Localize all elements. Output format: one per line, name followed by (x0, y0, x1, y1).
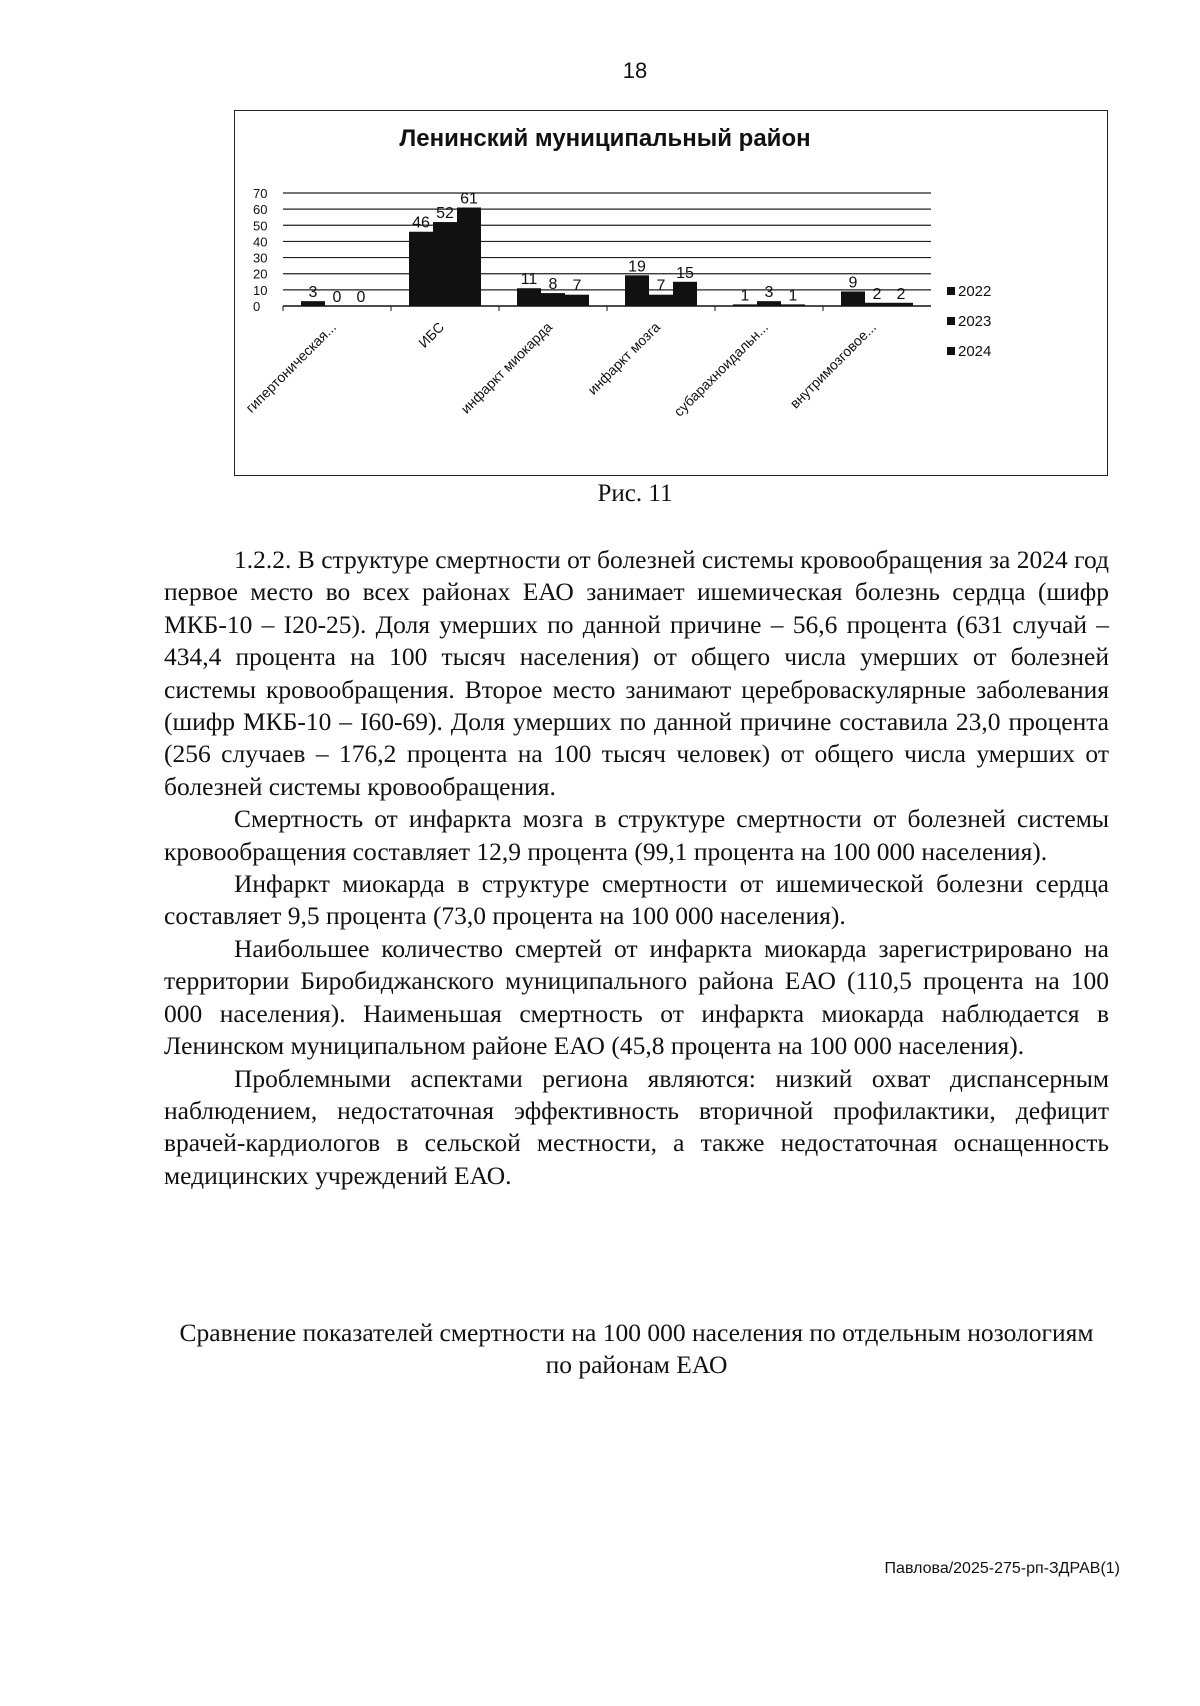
y-tick-label: 0 (253, 299, 261, 314)
bar-2022 (841, 291, 865, 306)
data-label: 0 (332, 289, 342, 306)
y-tick-label: 50 (253, 218, 268, 234)
legend-label: 2023 (958, 313, 992, 330)
y-tick-label: 40 (253, 234, 268, 250)
bar-2024 (889, 303, 913, 306)
data-label: 7 (656, 277, 666, 295)
data-label: 1 (788, 287, 798, 305)
paragraph: 1.2.2. В структуре смертности от болезней системы кровообращения за 2024 год первое место во всех районах ЕАО занимает ишемическая болезнь сердца (шифр МКБ-10 – I20-25). Доля умерших по данной причине – 56,6 процента (631 случай – 434,4 процента на 100 тысяч населения) от общего числа умерших от болезней системы кровообращения. Второе место занимают цереброваскулярные заболевания (шифр МКБ-10 – I60-69). Доля умерших по данной причине составила 23,0 процента (256 случаев – 176,2 процента на 100 тысяч человек) от общего числа умерших от болезней системы кровообращения. (164, 545, 1109, 801)
legend-marker (947, 287, 955, 295)
x-category-label: субарахноидальн... (670, 318, 772, 420)
data-label: 8 (548, 276, 558, 294)
bar-2023 (757, 301, 781, 306)
document-code: Павлова/2025-275-рп-ЗДРАВ(1) (884, 1560, 1120, 1577)
bar-2022 (517, 288, 541, 306)
x-category-label: ИБС (415, 318, 448, 351)
bar-2024 (781, 304, 805, 306)
paragraph: Инфаркт миокарда в структуре смертности от ишемической болезни сердца составляет 9,5 процента (73,0 процента на 100 000 населения). (164, 869, 1109, 931)
y-tick-label: 10 (253, 282, 268, 298)
paragraph: Наибольшее количество смертей от инфаркта миокарда зарегистрировано на территории Биробиджанского муниципального района ЕАО (110,5 процента на 100 000 населения). Наименьшая смертность от инфаркта миокарда наблюдается в Ленинском муниципальном районе ЕАО (45,8 процента на 100 000 населения). (164, 933, 1109, 1061)
x-category-label: внутримозговое... (786, 318, 880, 412)
legend-marker (947, 317, 955, 325)
data-label: 3 (308, 284, 318, 302)
legend-label: 2024 (958, 343, 992, 360)
bar-2024 (457, 208, 481, 306)
data-label: 61 (460, 190, 478, 208)
page-number: 18 (622, 58, 648, 83)
y-tick-label: 30 (253, 250, 268, 266)
data-label: 0 (356, 289, 366, 306)
x-category-label: инфаркт мозга (584, 318, 664, 398)
section-heading: Сравнение показателей смертности на 100 000 населения по отдельным нозологиям по районам ЕАО (179, 1318, 1094, 1380)
bar-2022 (733, 304, 757, 306)
data-label: 1 (740, 287, 750, 305)
bar-2022 (409, 232, 433, 306)
data-label: 2 (896, 285, 906, 303)
bar-2023 (541, 293, 565, 306)
bar-2023 (865, 303, 889, 306)
data-label: 52 (436, 205, 454, 223)
x-category-label: инфаркт миокарда (457, 318, 556, 417)
chart-title: Ленинский муниципальный район (399, 125, 811, 152)
chart-figure (234, 110, 1108, 476)
bar-2022 (301, 301, 325, 306)
paragraph: Проблемными аспектами региона являются: низкий охват диспансерным наблюдением, недостаточная эффективность вторичной профилактики, дефицит врачей-кардиологов в сельской местности, а также недостаточная оснащенность медицинских учреждений ЕАО. (164, 1063, 1109, 1190)
data-label: 11 (520, 271, 538, 289)
bar-2022 (625, 275, 649, 306)
data-label: 15 (676, 264, 694, 282)
x-category-label: гипертоническая... (242, 318, 340, 416)
bar-2024 (673, 282, 697, 306)
y-tick-label: 60 (253, 202, 268, 218)
data-label: 7 (572, 277, 582, 295)
body-text (164, 544, 1109, 1192)
data-label: 46 (412, 214, 430, 232)
legend-label: 2022 (958, 283, 992, 300)
bar-chart (235, 111, 1109, 477)
data-label: 3 (764, 284, 774, 302)
bar-2024 (565, 295, 589, 306)
data-label: 9 (848, 274, 858, 292)
bar-2023 (433, 222, 457, 306)
legend-marker (947, 347, 955, 355)
data-label: 2 (872, 285, 882, 303)
figure-caption: Рис. 11 (597, 480, 673, 507)
paragraph: Смертность от инфаркта мозга в структуре смертности от болезней системы кровообращения составляет 12,9 процента (99,1 процента на 100 000 населения). (164, 804, 1109, 866)
bar-2023 (649, 295, 673, 306)
data-label: 19 (628, 258, 646, 276)
y-tick-label: 70 (253, 186, 268, 201)
y-tick-label: 20 (253, 266, 268, 282)
